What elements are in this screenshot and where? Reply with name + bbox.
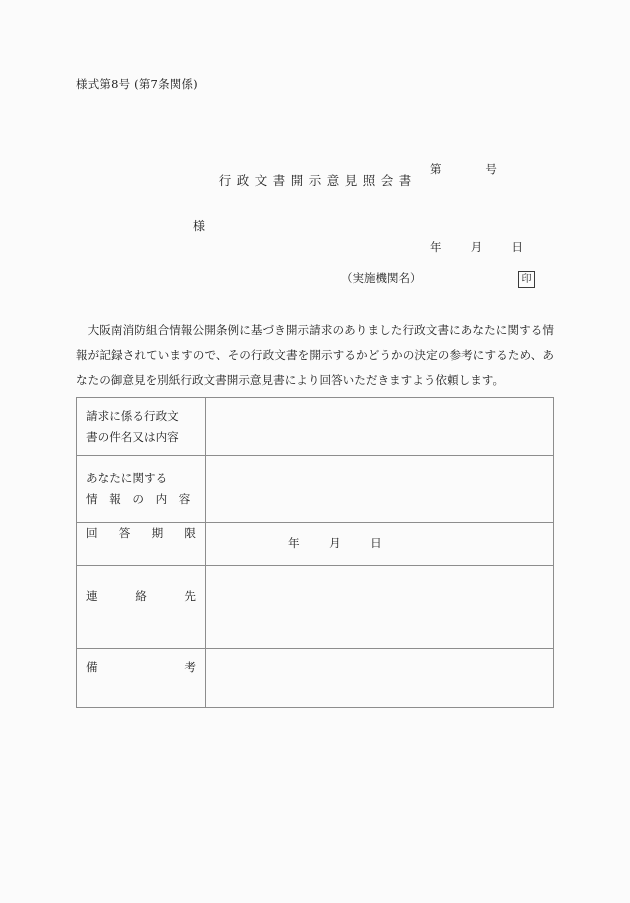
form-table	[76, 397, 554, 708]
row-value-reply-deadline[interactable]	[206, 523, 554, 566]
row-value-subject[interactable]	[206, 398, 554, 456]
row-label-your-information	[77, 456, 206, 523]
row-label-line: 請求に係る行政文	[86, 408, 179, 423]
table-row	[77, 398, 554, 456]
row-label-line: 情 報 の 内 容	[86, 492, 191, 506]
issuer-label: （実施機関名）	[341, 271, 422, 285]
row-value-remarks[interactable]	[206, 649, 554, 708]
row-value-contact[interactable]	[206, 566, 554, 649]
document-meta-block	[430, 104, 523, 312]
row-label-text: 回答期限	[86, 526, 196, 540]
row-label-contact	[77, 566, 206, 649]
table-row	[77, 523, 554, 566]
row-label-text: 連絡先	[86, 589, 196, 603]
row-label-remarks	[77, 649, 206, 708]
body-paragraph	[76, 318, 554, 393]
page-title: 行政文書開示意見照会書	[218, 173, 417, 188]
table-row	[77, 456, 554, 523]
row-label-subject	[77, 398, 206, 456]
addressee-honorific: 様	[193, 219, 206, 233]
row-value-your-information[interactable]	[206, 456, 554, 523]
reply-deadline-date: 年 月 日	[288, 536, 382, 551]
table-row	[77, 649, 554, 708]
row-label-reply-deadline	[77, 523, 206, 566]
table-row	[77, 566, 554, 649]
seal-stamp-icon: 印	[518, 271, 535, 288]
document-date-line: 年 月 日	[430, 240, 523, 254]
form-number: 様式第8号 (第7条関係)	[76, 77, 198, 91]
row-label-line: あなたに関する	[86, 471, 168, 485]
document-number-line: 第 号	[430, 162, 497, 176]
body-paragraph-text: 大阪南消防組合情報公開条例に基づき開示請求のありました行政文書にあなたに関する情報が記録されていますので、その行政文書を開示するかどうかの決定の参考にするため、あなたの御意見を別紙行政文書開示意見書により回答いただきますよう依頼します。	[76, 323, 554, 387]
row-label-line: 書の件名又は内容	[86, 429, 179, 444]
row-label-text: 備考	[86, 660, 196, 674]
